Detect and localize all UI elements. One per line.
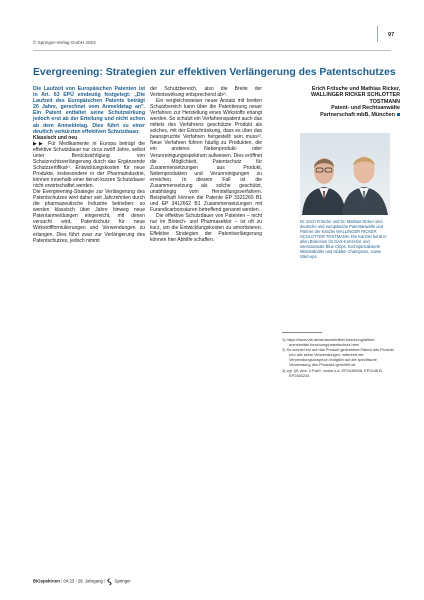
subheading: Klassisch und neu: [33, 134, 78, 141]
body-paragraph: Die Evergreening-Strategie zur Verlängerung des Patentschutzes wird daher seit Jahrzehnten durch die pharmazeutische Industrie betrieben: so werden klassisch über Jahre hinweg neue Patentanmeldungen eingereicht, mit denen versucht wird, Patentschutz für neue Wirkstoffformulierungen und Verwendungen zu erlangen. Dies führt zwar zur Verlängerung des Patentschutzes, jedoch nimmt: [33, 189, 145, 244]
author-line: Partnerschaft mbB, München: [268, 112, 400, 118]
top-rule: [33, 50, 391, 51]
author-line: Patent- und Rechtsanwälte: [331, 105, 400, 112]
footnote: 1) https://www.vfa.de/de/arzneimittel-forschung/artikel-arzneimittel-forschung/patentschutz.html: [282, 337, 376, 347]
author-portraits-icon: [300, 133, 390, 215]
body-paragraph: Die effektive Schutzdauer von Patenten – nicht nur im Biotech- und Pharmasektor – ist oft zu kurz, um die Entwicklungskosten zu amortisieren. Effektive Strategien der Patentverlängerung können hier Abhilfe schaffen.: [150, 212, 262, 244]
photo-caption: Dr. Erich Fritsche und Dr. Mathias Ricker sind deutsche und europäische Patentanwälte und Partner der Kanzlei WALLINGER RICKER SCHLOTTER TOSTMANN. Die Kanzlei berät in allen Branchen für DAX-Konzerne und internationale Blue Chips, hochspezialisierte Mittelständler und Hidden Champions, sowie Start-ups.: [300, 219, 387, 259]
author-block: [268, 86, 400, 118]
footnote: 2) So schützt ein auf das Produkt gerichtetes Patent das Produkt und alle seine Verwendungen, während der Verwendungsanspruch lediglich auf die spezifische Verwendung des Produkts gerichtet ist: [282, 347, 394, 368]
page-number: 97: [388, 32, 395, 38]
footnote-rule: [282, 332, 322, 333]
journal-name: BIOspektrum: [33, 578, 60, 584]
author-line: TOSTMANN: [369, 98, 400, 105]
author-line: Erich Fritsche und Mathias Ricker,: [311, 86, 400, 92]
article-title: Evergreening: Strategien zur effektiven Verlängerung des Patentschutzes: [33, 67, 396, 78]
springer-logo-icon: [106, 578, 113, 585]
publisher-name: Springer: [114, 578, 131, 584]
column-2: [150, 86, 262, 243]
issue-number: 04.23: [63, 578, 75, 584]
volume: 29. Jahrgang: [77, 578, 103, 584]
author-line: WALLINGER RICKER SCHLOTTER: [311, 92, 400, 99]
footnotes: [282, 337, 394, 378]
page-footer: BIOspektrum | 04.23 | 29. Jahrgang | Springer: [33, 578, 131, 584]
column-1: [33, 86, 145, 244]
end-marker-icon: [397, 113, 400, 116]
header-divider: [377, 26, 378, 42]
lead-paragraph: Die Laufzeit von Europäischen Patenten ist in Art. 63 EPÜ eindeutig festgelegt: „Die Laufzeit des Europäischen Patents beträgt 20 Jahre, gerechnet vom Anmeldetag an". Ein Patent entfaltet seine Schutzwirkung jedoch erst ab der Erteilung und nicht schon ab dem Anmeldetag. Dies führt zu einer deutlich verkürzten effektiven Schutzdauer.: [33, 86, 145, 135]
footnote: 3) vgl. §9, Abs. 3 PatG, sowie u.a. EP2448906, EP2448 B, EP2483234: [282, 367, 383, 378]
body-paragraph: ▶▶ Für Medikamente in Europa beträgt die effektive Schutzdauer nur circa zwölf Jahre, selbst unter Berücksichtigung von Schutzrechtsverlängerung durch das Ergänzende Schutzzertifikat¹⁾. Entwicklungskosten für neue Produkte, insbesondere in der Pharmaindustrie, können innerhalb einer derart kurzen Schutzdauer nicht erwirtschaftet werden.: [33, 140, 145, 190]
body-paragraph: Ein vergleichsweiser neuer Ansatz mit breiten Schutzbereich kann über die Patentierung neuer Verfahren zur Herstellung eines Wirkstoffs erlangt werden. So schützt ein Verfahrenspatent auch das mittels des Verfahrens geschützte Produkt als solches, mit der Einschränkung, dass es über das beanspruchte Verfahren hergestellt sein muss³⁾. Neue Verfahren führen häufig zu Produkten, die ein anderes Nebenprodukt- oder Verunreinigungsspektrum aufweisen. Dies eröffnet die Möglichkeit, Patentschutz für Zusammensetzungen aus Produkt, Nebenprodukten und Verunreinigungen zu erreichen. In diesem Fall ist die Zusammensetzung als solche geschützt, unabhängig vom Herstellungsverfahren. Beispielhaft können die Patente EP 3321260 B1 und EP 3412662 B1 Zusammensetzungen mit Furandicarbonsäuren betreffend genannt werden.: [150, 98, 262, 213]
body-paragraph: der Schutzbereich, also die Breite der Verbotswirkung entsprechend ab²⁾.: [150, 86, 262, 99]
copyright-notice: © Springer-Verlag GmbH 2023: [33, 40, 96, 45]
author-photo: [300, 133, 390, 215]
